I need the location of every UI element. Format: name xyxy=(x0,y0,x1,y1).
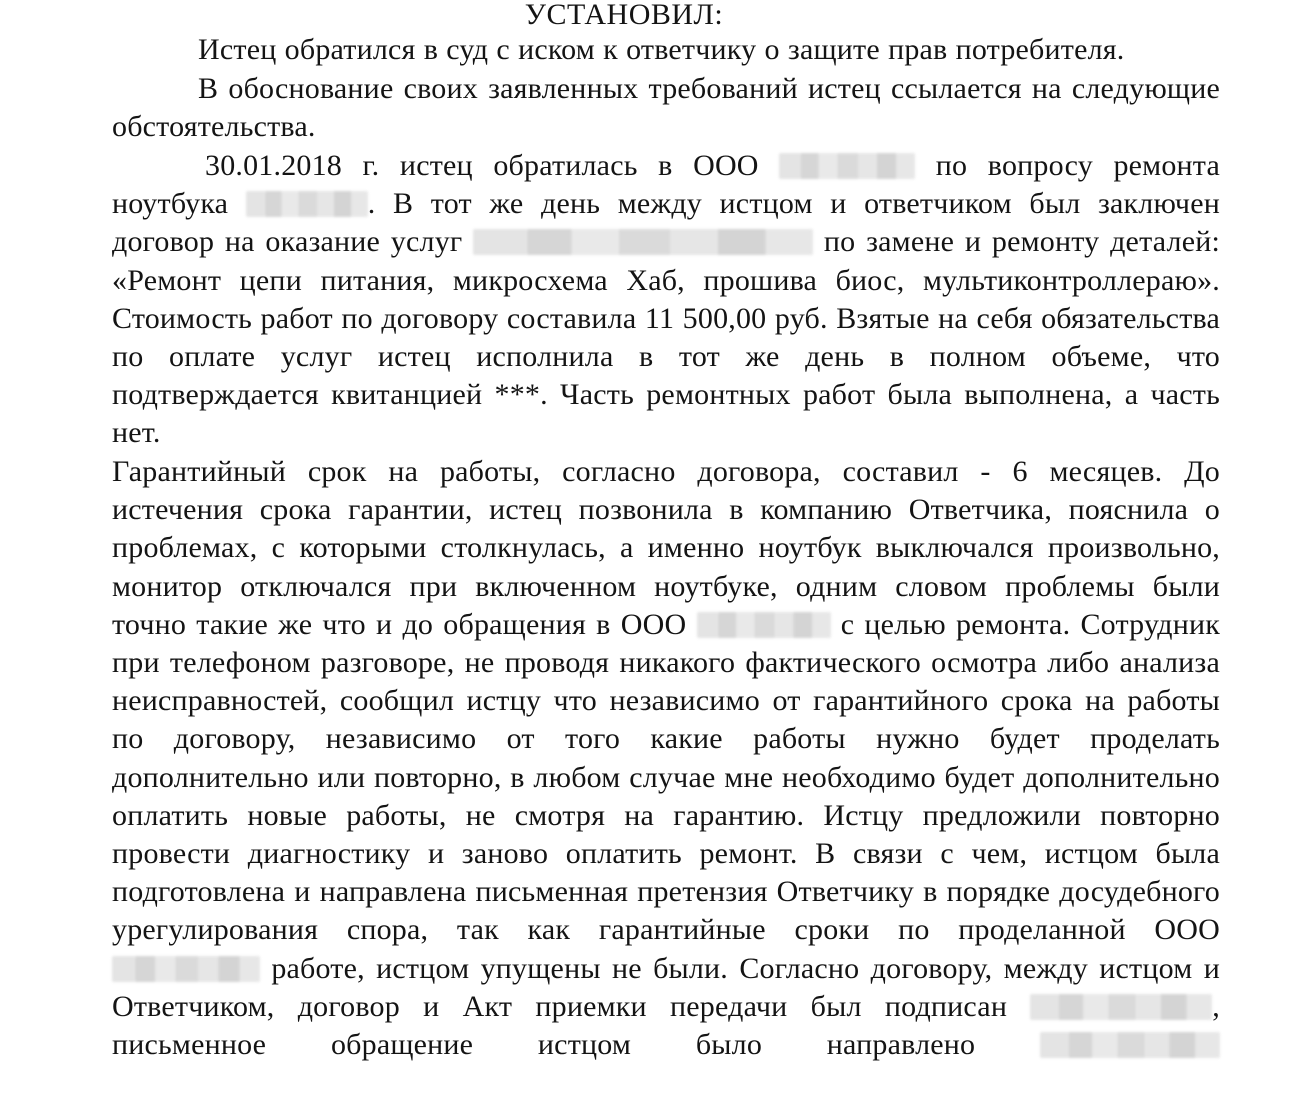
paragraph-contract xyxy=(112,147,1220,453)
paragraph-claim: Истец обратился в суд с иском к ответчику о защите прав потребителя. xyxy=(198,33,1125,66)
redacted-laptop-model xyxy=(246,191,368,217)
warranty-text-4: , письменное обращение истцом было направлено xyxy=(112,989,1220,1062)
warranty-text-3: работе, истцом упущены не были. Согласно договору, между истцом и Ответчиком, договор и Акт приемки передачи был подписан xyxy=(112,951,1220,1023)
paragraph-warranty xyxy=(112,453,1220,1064)
redacted-company-name xyxy=(697,612,831,638)
redacted-company-name xyxy=(779,153,915,179)
contract-text-1: 30.01.2018 г. истец обратилась в ООО xyxy=(205,149,759,182)
warranty-text-2: с целью ремонта. Сотрудник при телефоном разговоре, не проводя никакого фактического осмотра либо анализа неисправностей, сообщил истцу что независимо от гарантийного срока на работы по договору, независимо от того какие работы нужно будет проделать дополнительно или повторно, в любом случае мне необходимо будет дополнительно оплатить новые работы, не смотря на гарантию. Истцу предложили повторно провести диагностику и заново оплатить ремонт. В связи с чем, истцом была подготовлена и направлена письменная претензия Ответчику в порядке досудебного урегулирования спора, так как гарантийные сроки по проделанной ООО xyxy=(112,607,1221,947)
redacted-date xyxy=(1030,994,1212,1020)
document-heading: УСТАНОВИЛ: xyxy=(524,0,724,31)
redacted-company-name xyxy=(112,956,260,982)
contract-text-2: по вопросу ремонта ноутбука xyxy=(112,149,1220,221)
paragraph-grounds: В обоснование своих заявленных требований истец ссылается на следующие обстоятельства. xyxy=(112,72,1220,144)
redacted-date xyxy=(1040,1032,1220,1058)
contract-text-4: по замене и ремонту деталей: «Ремонт цепи питания, микросхема Хаб, прошива биос, мультиконтроллераю». Стоимость работ по договору составила 11 500,00 руб. Взятые на себя обязательства по оплате услуг истец исполнила в тот же день в полном объеме, что подтверждается квитанцией ***. Часть ремонтных работ была выполнена, а часть нет. xyxy=(112,225,1220,450)
redacted-contract-number xyxy=(473,229,813,255)
warranty-text-1: Гарантийный срок на работы, согласно договора, составил - 6 месяцев. До истечения срока гарантии, истец позвонила в компанию Ответчика, пояснила о проблемах, с которыми столкнулась, а именно ноутбук выключался произвольно, монитор отключался при включенном ноутбуке, одним словом проблемы были точно такие же что и до обращения в ООО xyxy=(112,455,1220,641)
contract-text-3: . В тот же день между истцом и ответчиком был заключен договор на оказание услуг xyxy=(112,187,1220,259)
